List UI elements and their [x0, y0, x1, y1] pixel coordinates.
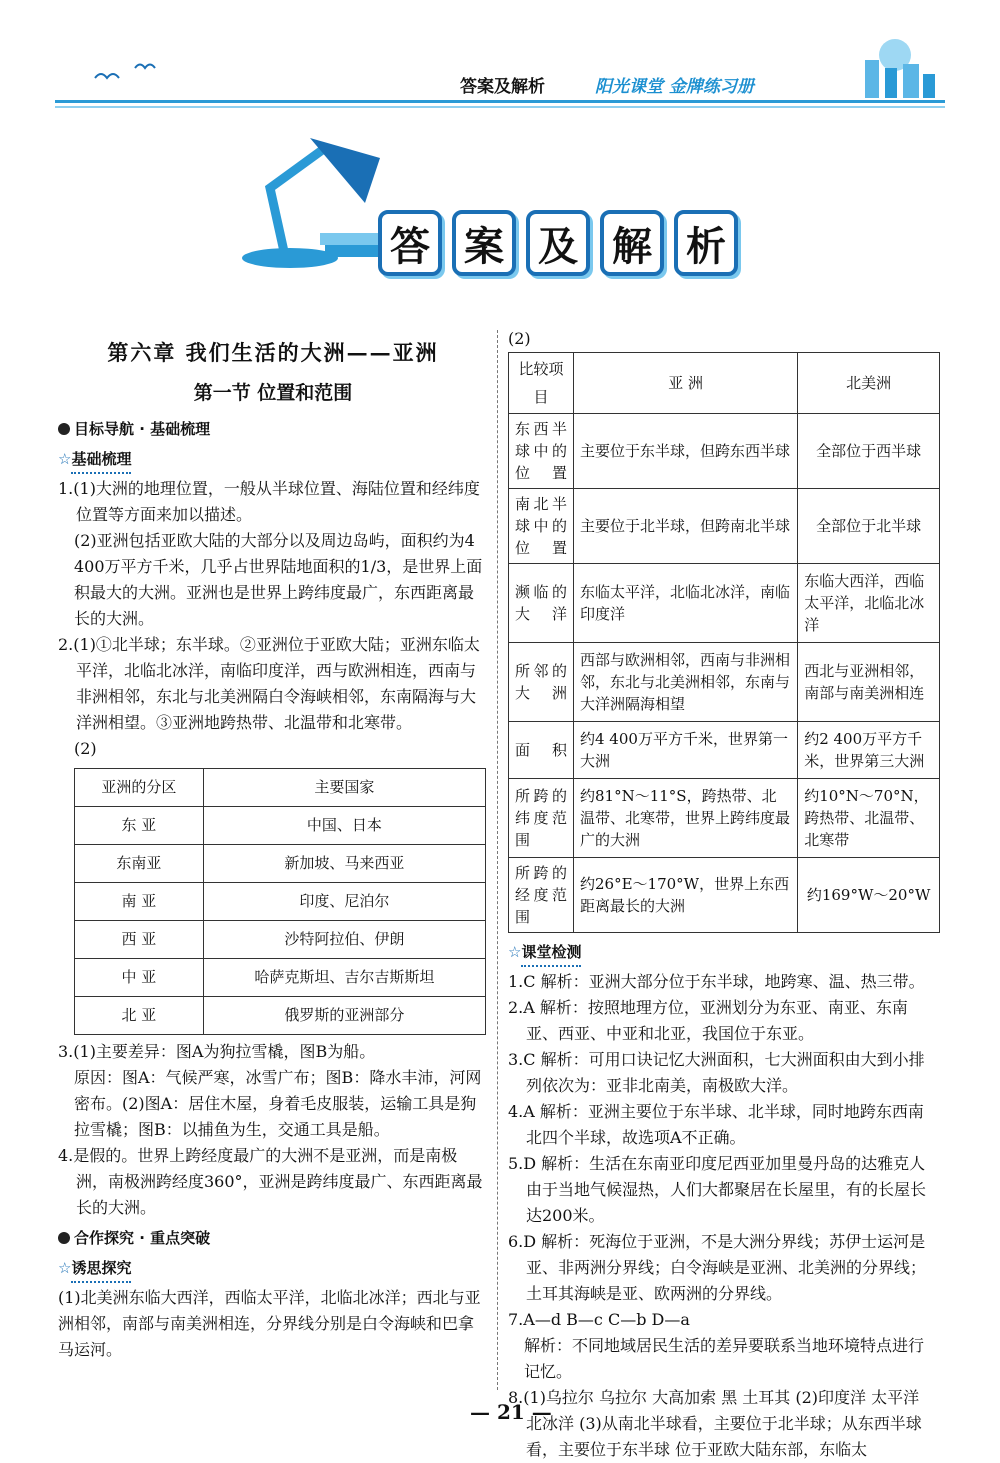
table-row	[509, 779, 940, 858]
page-number: — 21 —	[470, 1400, 552, 1424]
table-cell: 东 亚	[75, 807, 204, 845]
table-cell: 东南亚	[75, 845, 204, 883]
answer-paragraph: 1.(1)大洲的地理位置，一般从半球位置、海陆位置和经纬度位置等方面来加以描述。	[58, 479, 480, 524]
table-cell: 所跨的经度范围	[509, 858, 574, 933]
table-cell: 东西半球中的位置	[509, 414, 574, 489]
table-header-cell: 亚 洲	[574, 353, 798, 414]
answer-item: 4.A 解析：亚洲主要位于东半球、北半球，同时地跨东西南北四个半球，故选项A不正确。	[508, 1102, 924, 1147]
column-divider	[497, 330, 499, 1390]
table-row	[75, 997, 486, 1035]
answer-paragraph: (1)北美洲东临大西洋，西临太平洋，北临北冰洋；西北与亚洲相邻，南部与南美洲相连，分界线分别是白令海峡和巴拿马运河。	[58, 1288, 481, 1359]
city-skyline-icon	[835, 30, 945, 100]
star-icon: ☆	[508, 943, 522, 961]
table-row	[509, 489, 940, 564]
table-header-cell: 北美洲	[798, 353, 940, 414]
table-row	[75, 845, 486, 883]
header-title-right: 阳光课堂 金牌练习册	[595, 77, 754, 97]
table-cell: 中 亚	[75, 959, 204, 997]
table-header-row	[75, 769, 486, 807]
table-row	[509, 643, 940, 722]
table-row	[75, 883, 486, 921]
table-cell: 面积	[509, 722, 574, 779]
table-header-cell: 比较项目	[509, 353, 574, 414]
table-cell: 濒临的大洋	[509, 564, 574, 643]
table-cell: 约26°E～170°W，世界上东西距离最长的大洲	[574, 858, 798, 933]
answer-paragraph: (2)	[508, 329, 531, 348]
banner-char: 答	[378, 210, 442, 276]
table-header-row	[509, 353, 940, 414]
star-icon: ☆	[58, 450, 72, 468]
table-row	[509, 564, 940, 643]
section-heading-label: 合作探究 · 重点突破	[74, 1229, 211, 1247]
asia-regions-table	[74, 768, 486, 1035]
table-cell: 约2 400万平方千米，世界第三大洲	[798, 722, 940, 779]
bullet-icon	[58, 1232, 70, 1244]
table-cell: 中国、日本	[203, 807, 485, 845]
answer-paragraph: 2.(1)①北半球；东半球。②亚洲位于亚欧大陆；亚洲东临太平洋，北临北冰洋，南临印度洋，西与欧洲相连，西南与非洲相邻，东北与北美洲隔白令海峡相邻，东南隔海与大洋洲相望。③亚洲地跨热带、北温带和北寒带。	[58, 635, 480, 732]
answer-item: 3.C 解析：可用口诀记忆大洲面积，七大洲面积由大到小排列依次为：亚非北南美，南极欧大洋。	[508, 1050, 925, 1095]
answer-paragraph: (2)亚洲包括亚欧大陆的大部分以及周边岛屿，面积约为4 400万平方千米，几乎占世界陆地面积的1/3，是世界上面积最大的大洲。亚洲也是世界上跨纬度最广，东西距离最长的大洲。	[74, 531, 483, 628]
table-cell: 俄罗斯的亚洲部分	[203, 997, 485, 1035]
bullet-icon	[58, 423, 70, 435]
desk-lamp-icon	[230, 118, 400, 278]
table-cell: 南北半球中的位置	[509, 489, 574, 564]
table-cell: 约10°N～70°N，跨热带、北温带、北寒带	[798, 779, 940, 858]
table-cell: 南 亚	[75, 883, 204, 921]
table-cell: 所邻的大洲	[509, 643, 574, 722]
table-cell: 全部位于西半球	[798, 414, 940, 489]
answer-item: 1.C 解析：亚洲大部分位于东半球，地跨寒、温、热三带。	[508, 972, 925, 991]
table-cell: 主要位于北半球，但跨南北半球	[574, 489, 798, 564]
header-rule	[55, 100, 945, 103]
table-row	[75, 807, 486, 845]
answer-paragraph: 4.是假的。世界上跨经度最广的大洲不是亚洲，而是南极洲，南极洲跨经度360°，亚洲是跨纬度最广、东西距离最长的大洲。	[58, 1146, 483, 1217]
page-header	[55, 70, 945, 104]
banner-char: 及	[526, 210, 590, 276]
banner-char: 析	[674, 210, 738, 276]
table-cell: 所跨的纬度范围	[509, 779, 574, 858]
chapter-title: 第六章 我们生活的大洲——亚洲	[107, 340, 439, 365]
answer-item: 6.D 解析：死海位于亚洲，不是大洲分界线；苏伊士运河是亚、非两洲分界线；白令海峡是亚洲、北美洲的分界线；土耳其海峡是亚、欧两洲的分界线。	[508, 1232, 927, 1303]
section-heading	[58, 1225, 488, 1251]
answer-item: 解析：不同地域居民生活的差异要联系当地环境特点进行记忆。	[524, 1336, 925, 1381]
comparison-table	[508, 352, 940, 933]
section-heading	[58, 416, 488, 442]
table-cell: 东临太平洋，北临北冰洋，南临印度洋	[574, 564, 798, 643]
sub-heading: 诱思探究	[71, 1255, 131, 1283]
table-cell: 西 亚	[75, 921, 204, 959]
table-cell: 约4 400万平方千米，世界第一大洲	[574, 722, 798, 779]
banner-char: 解	[600, 210, 664, 276]
banner-char: 案	[452, 210, 516, 276]
section-heading-label: 目标导航 · 基础梳理	[74, 420, 211, 438]
header-rule-2	[55, 106, 945, 108]
answer-item: 8.(1)乌拉尔 乌拉尔 大高加索 黑 土耳其 (2)印度洋 太平洋 北冰洋 (3)从南北半球看，主要位于北半球；从东西半球看，主要位于东半球 位于亚欧大陆东部，东临太	[508, 1388, 922, 1459]
table-row	[509, 858, 940, 933]
answer-item: 2.A 解析：按照地理方位，亚洲划分为东亚、南亚、东南亚、西亚、中亚和北亚，我国位于东亚。	[508, 998, 908, 1043]
table-cell: 东临大西洋，西临太平洋，北临北冰洋	[798, 564, 940, 643]
table-cell: 印度、尼泊尔	[203, 883, 485, 921]
left-column	[58, 340, 488, 1363]
sub-heading: 基础梳理	[71, 446, 131, 474]
table-cell: 约81°N～11°S，跨热带、北温带、北寒带，世界上跨纬度最广的大洲	[574, 779, 798, 858]
table-cell: 西北与亚洲相邻，南部与南美洲相连	[798, 643, 940, 722]
table-header-cell: 亚洲的分区	[75, 769, 204, 807]
table-cell: 主要位于东半球，但跨东西半球	[574, 414, 798, 489]
table-row	[75, 921, 486, 959]
table-row	[509, 722, 940, 779]
table-cell: 约169°W～20°W	[798, 858, 940, 933]
table-cell: 全部位于北半球	[798, 489, 940, 564]
answer-paragraph: (2)	[74, 739, 97, 758]
answer-paragraph: 3.(1)主要差异：图A为狗拉雪橇，图B为船。	[58, 1042, 376, 1061]
header-title-left: 答案及解析	[460, 77, 545, 97]
answer-paragraph: 原因：图A：气候严寒，冰雪广布；图B：降水丰沛，河网密布。(2)图A：居住木屋，身着毛皮服装，运输工具是狗拉雪橇；图B：以捕鱼为生，交通工具是船。	[74, 1068, 482, 1139]
table-cell: 北 亚	[75, 997, 204, 1035]
table-cell: 哈萨克斯坦、吉尔吉斯斯坦	[203, 959, 485, 997]
birds-icon	[85, 58, 175, 94]
star-icon: ☆	[58, 1259, 72, 1277]
table-header-cell: 主要国家	[203, 769, 485, 807]
sub-heading: 课堂检测	[521, 939, 581, 967]
table-row	[509, 414, 940, 489]
section-title: 第一节 位置和范围	[193, 382, 353, 404]
table-row	[75, 959, 486, 997]
answer-item: 7.A—d B—c C—b D—a	[508, 1310, 690, 1329]
table-cell: 西部与欧洲相邻，西南与非洲相邻，东北与北美洲相邻，东南与大洋洲隔海相望	[574, 643, 798, 722]
answer-item: 5.D 解析：生活在东南亚印度尼西亚加里曼丹岛的达雅克人由于当地气候湿热，人们大都聚居在长屋里，有的长屋长达200米。	[508, 1154, 927, 1225]
right-column	[508, 326, 938, 1463]
banner-title	[378, 210, 738, 272]
table-cell: 沙特阿拉伯、伊朗	[203, 921, 485, 959]
table-cell: 新加坡、马来西亚	[203, 845, 485, 883]
